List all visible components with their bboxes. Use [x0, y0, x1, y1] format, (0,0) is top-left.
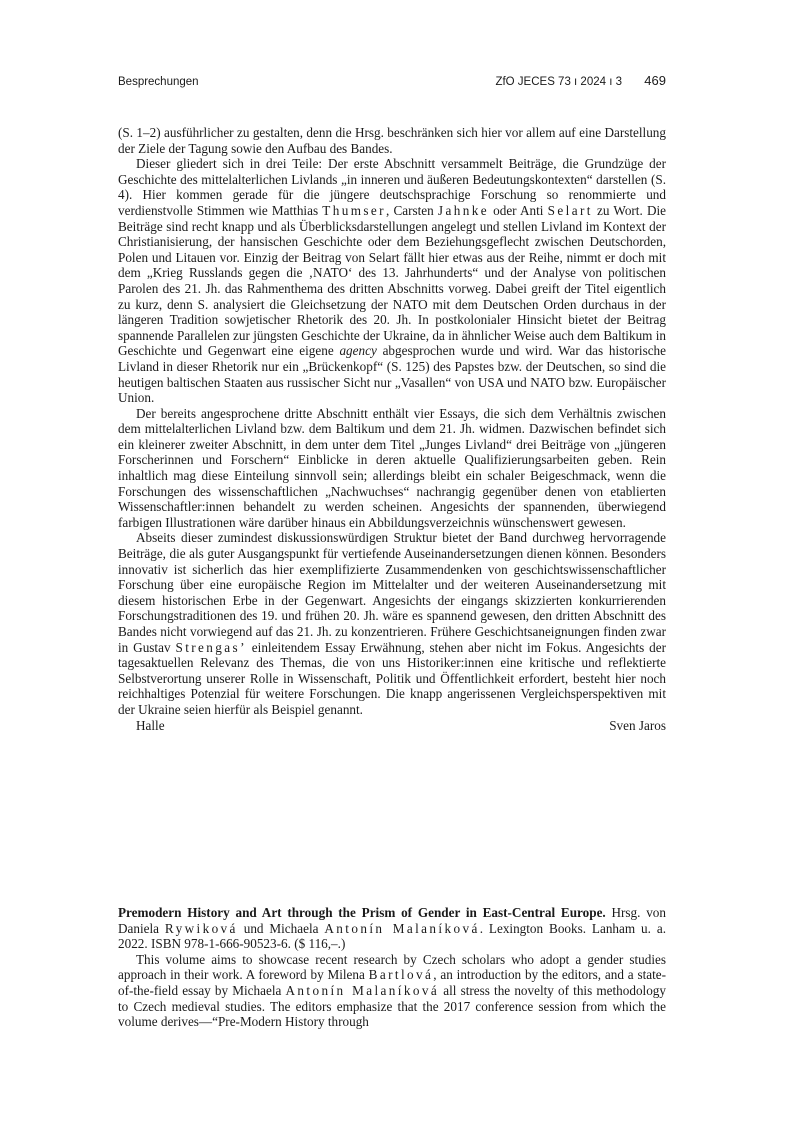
paragraph-4: [118, 530, 666, 717]
text-run: abgesprochen wurde und wird. War das historische Livland in dieser Rhetorik nur ein „Brückenkopf“ (S. 125) des Papstes bzw. der Deutschen, so sind die heutigen baltischen Staaten aus russischer Sicht nur „Vasallen“ von USA und NATO bzw. Europäischer Union.: [118, 343, 666, 406]
paragraph-2: [118, 156, 666, 406]
review-continued: [118, 125, 666, 733]
section-title: Besprechungen: [118, 76, 199, 88]
text-run: , an introduction by the editors, and a state-of-the-field essay by Michaela: [118, 967, 666, 998]
italic-term: agency: [339, 343, 377, 359]
text-run: Hrsg. von Daniela: [118, 905, 666, 936]
running-head: [118, 73, 666, 95]
editor-name: Rywiková: [164, 920, 238, 936]
text-run: oder Anti: [488, 202, 548, 218]
paragraph-1: [118, 952, 666, 1030]
author-name: Selart: [547, 202, 593, 218]
text-run: einleitendem Essay Erwähnung, stehen aber nicht im Fokus. Angesichts der tagesaktuellen Relevanz des Themas, die von uns Historiker:innen eine kritische und reflektierte Selbstverortung unserer Rolle in Wissenschaft, Politik und Öffentlichkeit erfordert, besteht hier noch reichhaltiges Potenzial für weitere Forschungen. Die knapp angerissenen Vergleichsperspektiven mit der Ukraine seien hierfür als Beispiel genannt.: [118, 639, 666, 717]
reviewer-name: Sven Jaros: [609, 717, 666, 733]
author-name: Jahnke: [437, 202, 489, 218]
journal-info: ZfO JECES 73 ı 2024 ı 3: [495, 76, 622, 88]
text-run: This volume aims to showcase recent research by Czech scholars who adopt a gender studies approach in their work. A foreword by Milena: [118, 951, 666, 983]
page-number: 469: [644, 73, 666, 88]
next-review: [118, 905, 666, 1030]
signature-line: [118, 718, 666, 734]
text-run: und Michaela: [237, 920, 325, 936]
paragraph-3: Der bereits angesprochene dritte Abschnitt enthält vier Essays, die sich dem Verhältnis zwischen dem mittelalterlichen Livland bzw. dem Baltikum und dem 21. Jh. widmen. Dazwischen befindet sich ein kleinerer zweiter Abschnitt, in dem unter dem Titel „Junges Livland“ drei Beiträge von „jüngeren Forscherinnen und Forschern“ Einblicke in deren aktuelle Qualifizierungsarbeiten geben. Rein inhaltlich mag diese Einteilung sinnvoll sein; allerdings bleibt ein schaler Beigeschmack, wenn die Forschungen des wissenschaftlichen „Nachwuchses“ nachrangig gegenüber denen von etablierten Wissenschaftler:innen behandelt zu werden scheinen. Angesichts der spannenden, überwiegend farbigen Illustrationen wäre darüber hinaus ein Abbildungsverzeichnis wünschenswert gewesen.: [118, 405, 666, 530]
text-run: , Carsten: [385, 202, 438, 218]
author-name: Thumser: [322, 202, 386, 218]
reviewer-place: Halle: [136, 717, 165, 733]
text-run: Dieser gliedert sich in drei Teile: Der erste Abschnitt versammelt Beiträge, die Grundzüge der Geschichte des mittelalterlichen Livlands „in inneren und äußeren Bedeutungskontexten“ darstellen (S. 4). Hier kommen gerade für die jüngere deutschsprachige Forschung so renommierte und verdienstvolle Stimmen wie Matthias: [118, 156, 666, 218]
author-name: Strengas’: [175, 639, 247, 655]
book-title: Premodern History and Art through the Prism of Gender in East-Central Europe.: [118, 905, 606, 920]
paragraph-1: (S. 1–2) ausführlicher zu gestalten, denn die Hrsg. beschränken sich hier vor allem auf eine Darstellung der Ziele der Tagung sowie den Aufbau des Bandes.: [118, 125, 666, 156]
author-name: Antonín Malaníková: [285, 982, 440, 998]
text-run: all stress the novelty of this methodology to Czech medieval studies. The editors emphasize that the 2017 conference session from which the volume derives—“Pre-Modern History through: [118, 982, 666, 1030]
text-run: zu Wort. Die Beiträge sind recht knapp und als Überblicksdarstellungen angelegt und stellen Livland im Kontext der Christianisierung, der hansischen Geschichte oder dem Beziehungsgeflecht zwischen Deutschorden, Polen und Litauen vor. Einzig der Beitrag von Selart fällt hier etwas aus der Reihe, nimmt er doch mit dem „Krieg Russlands gegen die ‚NATO‘ des 13. Jahrhunderts“ und der Analyse von politischen Parolen des 21. Jh. das Rahmenthema des dritten Abschnitts vorweg. Dabei greift der Titel eigentlich zu kurz, denn S. analysiert die Gleichsetzung der NATO mit dem Deutschen Orden durchaus in der längeren Tradition sowjetischer Rhetorik des 20. Jh. In postkolonialer Hinsicht bietet der Beitrag spannende Parallelen zur jüngsten Geschichte der Ukraine, da in ähnlicher Weise auch dem Baltikum in Geschichte und Gegenwart eine eigene: [118, 202, 666, 359]
bibliographic-entry: [118, 905, 666, 952]
text-run: Abseits dieser zumindest diskussionswürdigen Struktur bietet der Band durchweg hervorragende Beiträge, die als guter Ausgangspunkt für vertiefende Auseinandersetzungen dienen können. Besonders innovativ ist sicherlich das hier exemplifizierte Zusammendenken von geschichtswissenschaftlicher Forschung über eine europäische Region im Mittelalter und der weiteren Auseinandersetzung mit diesem historischen Erbe in der Gegenwart. Angesichts der eingangs skizzierten konkurrierenden Forschungstraditionen des 19. und frühen 20. Jh. wäre es spannend gewesen, den dritten Abschnitt des Bandes nicht vorwiegend auf das 21. Jh. zu konzentrieren. Frühere Geschichtsaneignungen finden zwar in Gustav: [118, 530, 666, 655]
author-name: Bartlová: [368, 967, 434, 983]
text-run: . Lexington Books. Lanham u. a. 2022. ISBN 978-1-666-90523-6. ($ 116,–.): [118, 920, 666, 952]
editor-name: Antonín Malaníková: [324, 920, 480, 936]
